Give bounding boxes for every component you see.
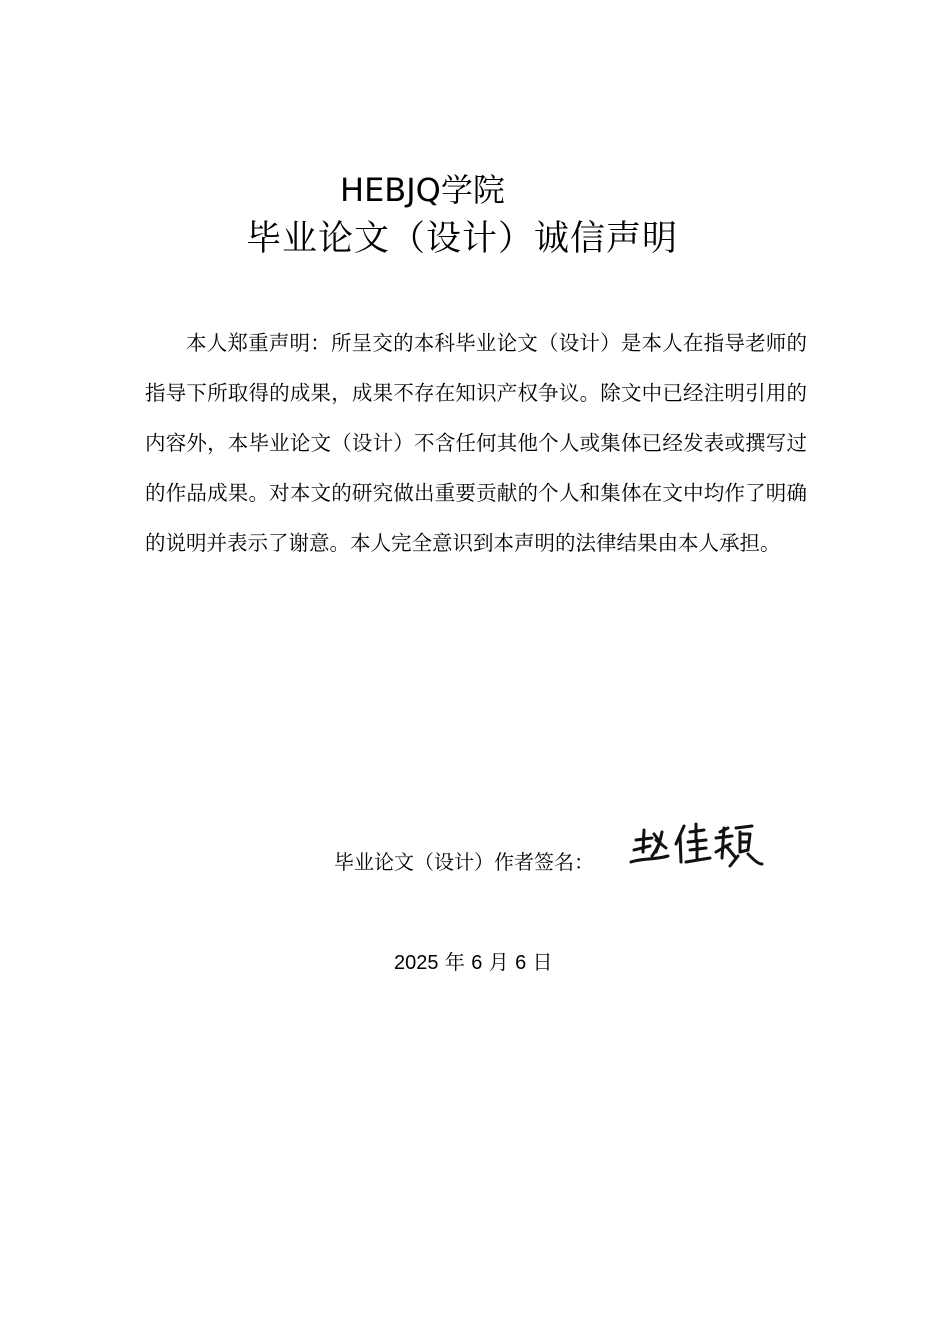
declaration-body: 本人郑重声明：所呈交的本科毕业论文（设计）是本人在指导老师的指导下所取得的成果，成果不存在知识产权争议。除文中已经注明引用的内容外，本毕业论文（设计）不含任何其他个人或集体已经发表或撰写过的作品成果。对本文的研究做出重要贡献的个人和集体在文中均作了明确的说明并表示了谢意。本人完全意识到本声明的法律结果由本人承担。 bbox=[145, 331, 807, 555]
date-day-unit: 日 bbox=[532, 950, 553, 974]
signing-date bbox=[394, 946, 553, 979]
date-month: 6 bbox=[471, 952, 483, 974]
page-title: 毕业论文（设计）诚信声明 bbox=[246, 219, 679, 259]
handwritten-signature bbox=[626, 818, 766, 874]
school-name: HEBJQ学院 bbox=[340, 171, 505, 209]
date-year-unit: 年 bbox=[444, 950, 465, 974]
date-day: 6 bbox=[515, 952, 527, 974]
signature-label: 毕业论文（设计）作者签名： bbox=[334, 850, 594, 874]
date-month-unit: 月 bbox=[488, 950, 509, 974]
date-year: 2025 bbox=[394, 952, 439, 974]
